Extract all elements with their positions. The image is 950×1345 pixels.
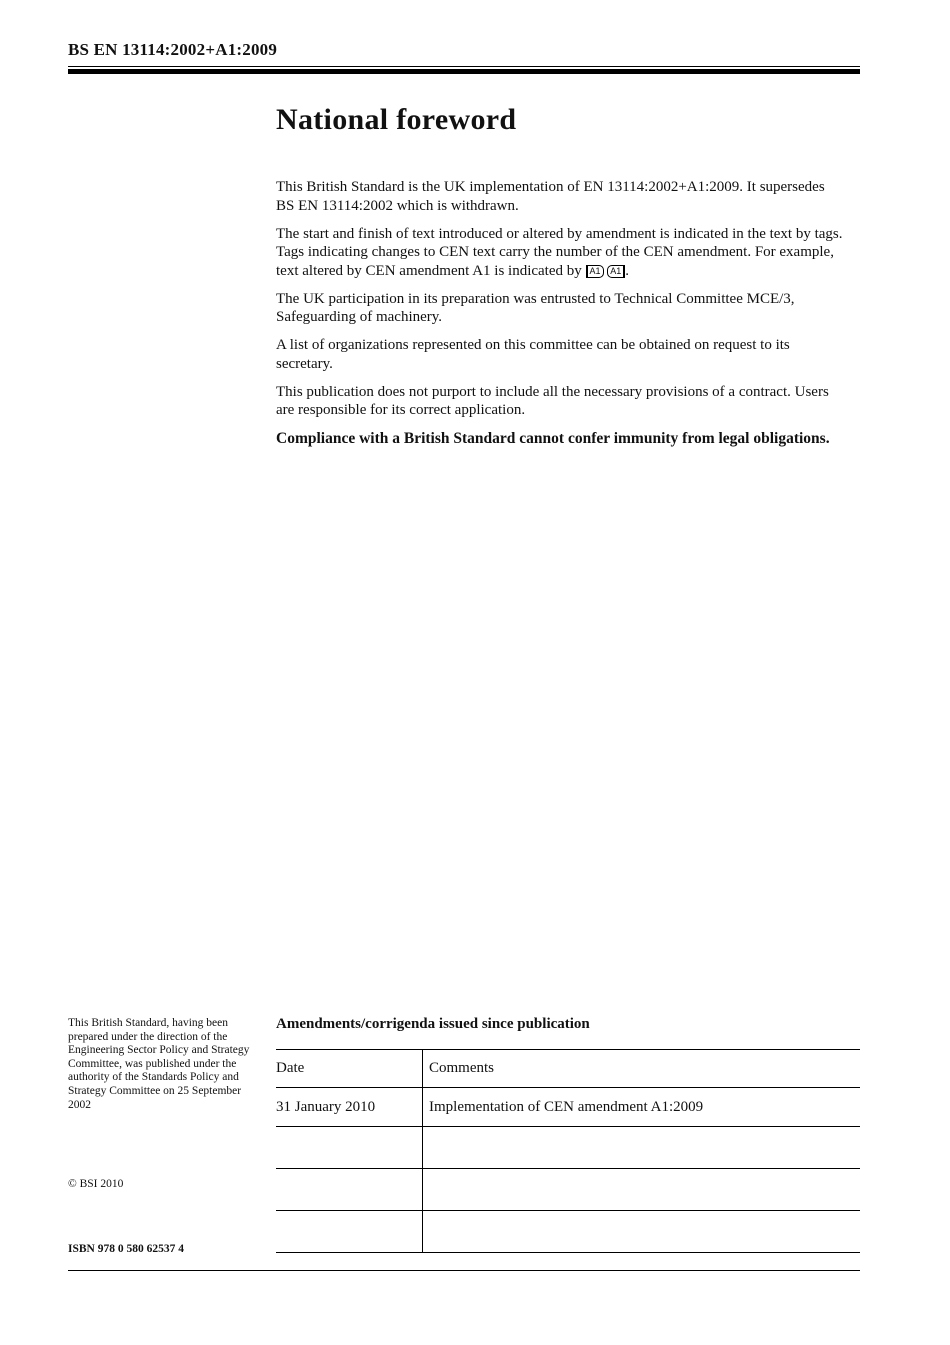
amendment-tag-open-icon: A1: [586, 265, 604, 278]
paragraph-compliance: Compliance with a British Standard cannot confer immunity from legal obligations.: [276, 430, 830, 447]
empty-cell: [276, 1211, 423, 1253]
amendment-tag-close-icon: A1: [607, 265, 625, 278]
row-date: 31 January 2010: [276, 1088, 423, 1127]
column-header-comments: Comments: [423, 1050, 861, 1088]
row-comments: Implementation of CEN amendment A1:2009: [423, 1088, 861, 1127]
table-header-row: [276, 1050, 860, 1088]
header-rule-thick: [68, 69, 860, 74]
amendments-table: [276, 1049, 860, 1253]
publication-note: This British Standard, having been prepared under the direction of the Engineering Sector Policy and Strategy Committee, was published under the authority of the Standards Policy and Strategy Committee on 25 September 2002: [68, 1017, 250, 1111]
column-header-date: Date: [276, 1050, 423, 1088]
paragraph-organizations: A list of organizations represented on this committee can be obtained on request to its secretary.: [276, 337, 790, 372]
paragraph-implementation: This British Standard is the UK implementation of EN 13114:2002+A1:2009. It supersedes BS EN 13114:2002 which is withdrawn.: [276, 179, 825, 214]
empty-cell: [276, 1169, 423, 1211]
paragraph-amendment-tags-end: .: [625, 262, 630, 279]
foreword-body: [276, 178, 844, 458]
page-title: National foreword: [276, 103, 517, 136]
isbn: ISBN 978 0 580 62537 4: [68, 1243, 184, 1255]
table-row-empty: [276, 1169, 860, 1211]
paragraph-amendment-tags-text: The start and finish of text introduced or altered by amendment is indicated in the text by tags. Tags indicating changes to CEN text carry the number of the CEN amendment. For example, text altered by CEN amendment A1 is indicated by: [276, 225, 843, 279]
header-rule-thin: [68, 66, 860, 67]
table-row-empty: [276, 1211, 860, 1253]
footer-rule: [68, 1270, 860, 1271]
table-row: [276, 1088, 860, 1127]
paragraph-committee: The UK participation in its preparation was entrusted to Technical Committee MCE/3, Safeguarding of machinery.: [276, 290, 795, 325]
empty-cell: [276, 1127, 423, 1169]
copyright-notice: © BSI 2010: [68, 1178, 124, 1190]
empty-cell: [423, 1169, 861, 1211]
document-code: BS EN 13114:2002+A1:2009: [68, 40, 278, 59]
paragraph-amendment-tags: [276, 225, 844, 281]
empty-cell: [423, 1211, 861, 1253]
paragraph-provisions: This publication does not purport to include all the necessary provisions of a contract. Users are responsible for its correct application.: [276, 383, 829, 418]
empty-cell: [423, 1127, 861, 1169]
amendments-heading: Amendments/corrigenda issued since publication: [276, 1016, 590, 1032]
table-row-empty: [276, 1127, 860, 1169]
